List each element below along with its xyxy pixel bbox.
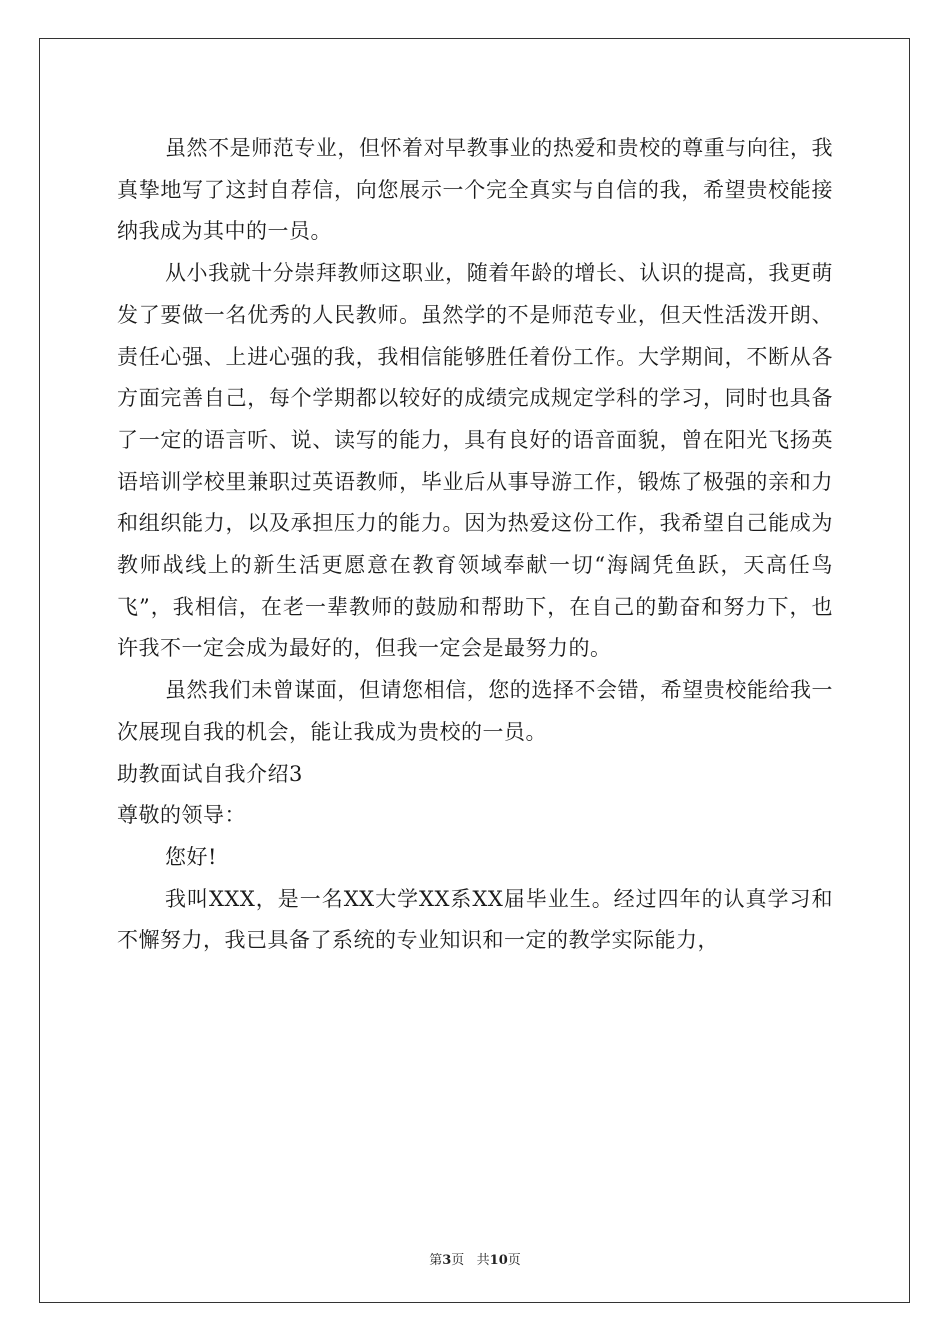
- total-pages-number: 10: [489, 1253, 508, 1268]
- salutation: 尊敬的领导：: [117, 803, 246, 828]
- paragraph: 虽然我们未曾谋面，但请您相信，您的选择不会错，希望贵校能给我一次展现自我的机会，能让我成为贵校的一员。: [117, 678, 833, 744]
- current-page-number: 3: [442, 1253, 452, 1268]
- footer-prefix: 第: [429, 1253, 443, 1268]
- footer-middle: 页 共: [451, 1253, 490, 1268]
- paragraph: 我叫XXX，是一名XX大学XX系XX届毕业生。经过四年的认真学习和不懈努力，我已具备了系统的专业知识和一定的教学实际能力，: [117, 886, 833, 953]
- paragraph: 从小我就十分崇拜教师这职业，随着年龄的增长、认识的提高，我更萌发了要做一名优秀的人民教师。虽然学的不是师范专业，但天性活泼开朗、责任心强、上进心强的我，我相信能够胜任着份工作。大学期间，不断从各方面完善自己，每个学期都以较好的成绩完成规定学科的学习，同时也具备了一定的语言听、说、读写的能力，具有良好的语音面貌，曾在阳光飞扬英语培训学校里兼职过英语教师，毕业后从事导游工作，锻炼了极强的亲和力和组织能力，以及承担压力的能力。因为热爱这份工作，我希望自己能成为教师战线上的新生活更愿意在教育领域奉献一切“海阔凭鱼跃，天高任鸟飞”，我相信，在老一辈教师的鼓励和帮助下，在自己的勤奋和努力下，也许我不一定会成为最好的，但我一定会是最努力的。: [117, 261, 833, 661]
- paragraph: 虽然不是师范专业，但怀着对早教事业的热爱和贵校的尊重与向往，我真挚地写了这封自荐信，向您展示一个完全真实与自信的我，希望贵校能接纳我成为其中的一员。: [117, 136, 833, 244]
- page-footer: [0, 1249, 950, 1268]
- document-body: [117, 128, 833, 962]
- section-heading: 助教面试自我介绍3: [117, 761, 303, 786]
- footer-suffix: 页: [507, 1253, 521, 1268]
- greeting: 您好!: [165, 844, 217, 869]
